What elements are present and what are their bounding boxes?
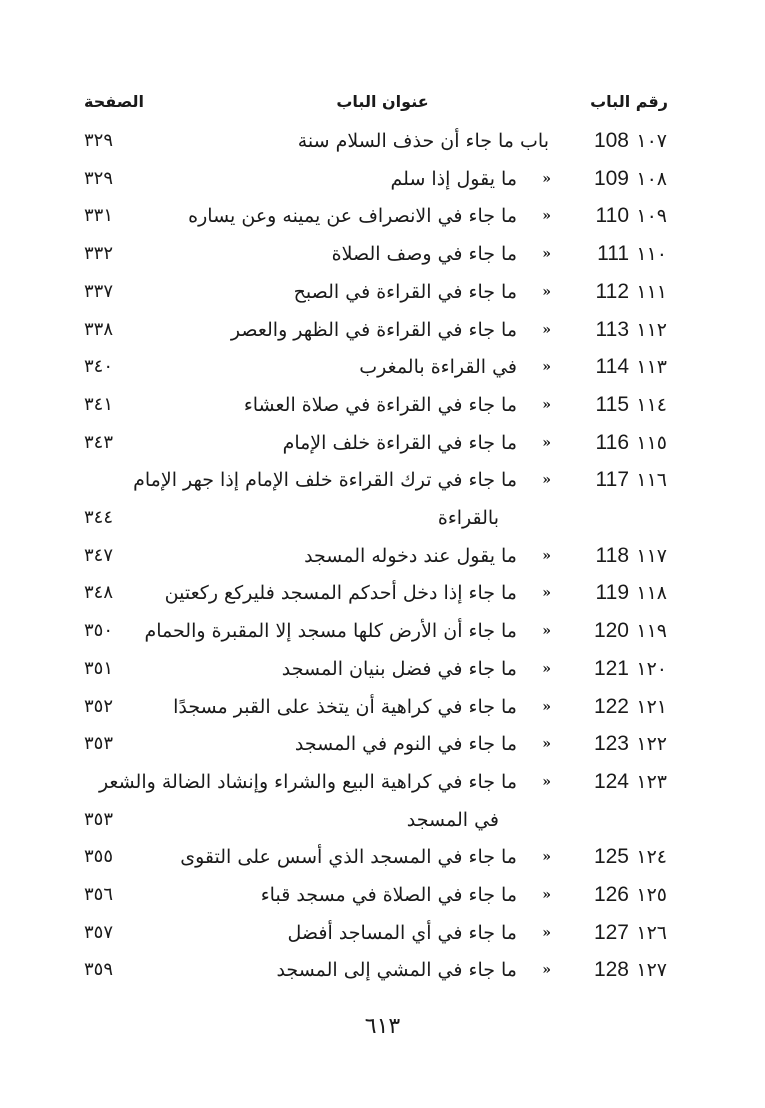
ditto-mark: » xyxy=(542,585,551,601)
chapter-number-latin: 113 xyxy=(595,318,629,341)
chapter-number-latin: 122 xyxy=(593,695,629,718)
ditto-mark: » xyxy=(542,208,551,224)
page-number: ٣٣١ xyxy=(84,205,114,226)
chapter-title: ما جاء في المسجد الذي أسس على التقوى xyxy=(180,846,517,868)
chapter-title-header: عنوان الباب xyxy=(336,92,429,111)
chapter-title: ما يقول عند دخوله المسجد xyxy=(304,545,517,567)
chapter-number-arabic: ١٠٧ xyxy=(636,130,667,152)
toc-row xyxy=(0,161,765,197)
page-number: ٣٥١ xyxy=(84,658,114,679)
toc-row xyxy=(0,538,765,574)
chapter-title: ما جاء في فضل بنيان المسجد xyxy=(281,658,517,680)
toc-row xyxy=(0,236,765,272)
chapter-number-arabic: ١١٩ xyxy=(636,620,667,642)
toc-row xyxy=(0,198,765,234)
page-number: ٣٤٤ xyxy=(84,507,114,528)
chapter-number-arabic: ١١٨ xyxy=(636,582,667,604)
chapter-number-header: رقم الباب xyxy=(590,92,668,111)
ditto-mark: » xyxy=(542,661,551,677)
chapter-number-arabic: ١٢٦ xyxy=(636,922,667,944)
chapter-number-arabic: ١١٥ xyxy=(636,432,667,454)
chapter-number-latin: 115 xyxy=(595,393,629,416)
ditto-mark: » xyxy=(542,548,551,564)
chapter-title: في القراءة بالمغرب xyxy=(359,356,517,378)
chapter-number-arabic: ١١٤ xyxy=(636,394,667,416)
chapter-number-arabic: ١١٢ xyxy=(636,319,667,341)
chapter-number-arabic: ١١١ xyxy=(636,281,667,303)
chapter-title: ما جاء في أي المساجد أفضل xyxy=(287,922,517,944)
chapter-title: ما جاء في القراءة في الصبح xyxy=(293,281,517,303)
toc-row xyxy=(0,387,765,423)
ditto-mark: » xyxy=(542,284,551,300)
toc-row xyxy=(0,877,765,913)
toc-row xyxy=(0,915,765,951)
ditto-mark: » xyxy=(542,171,551,187)
chapter-number-arabic: ١١٣ xyxy=(636,356,667,378)
toc-row xyxy=(0,349,765,385)
page-number: ٣٤٧ xyxy=(84,545,114,566)
chapter-number-arabic: ١١٧ xyxy=(636,545,667,567)
toc-row xyxy=(0,952,765,988)
page-number-header: الصفحة xyxy=(84,92,145,111)
page-number: ٣٥٣ xyxy=(84,733,114,754)
toc-row xyxy=(0,613,765,649)
page-number: ٣٥٦ xyxy=(84,884,114,905)
chapter-title: ما جاء في القراءة في الظهر والعصر xyxy=(230,319,517,341)
chapter-title: باب ما جاء أن حذف السلام سنة xyxy=(297,130,549,152)
chapter-title: ما جاء أن الأرض كلها مسجد إلا المقبرة والحمام xyxy=(144,620,517,642)
page-number: ٣٤٠ xyxy=(84,356,114,377)
page-number: ٣٥٠ xyxy=(84,620,114,641)
chapter-number-latin: 123 xyxy=(593,732,629,755)
chapter-number-arabic: ١٢١ xyxy=(636,696,667,718)
chapter-number-latin: 114 xyxy=(595,355,629,378)
chapter-number-arabic: ١١٠ xyxy=(636,243,667,265)
ditto-mark: » xyxy=(542,887,551,903)
ditto-mark: » xyxy=(542,397,551,413)
page-footer-number: ٦١٣ xyxy=(364,1014,401,1039)
ditto-mark: » xyxy=(542,736,551,752)
page-number: ٣٥٧ xyxy=(84,922,114,943)
toc-row-continuation xyxy=(0,802,765,838)
chapter-title: ما جاء في القراءة خلف الإمام xyxy=(282,432,517,454)
chapter-number-arabic: ١٢٢ xyxy=(636,733,667,755)
chapter-number-arabic: ١٠٨ xyxy=(636,168,667,190)
chapter-title: ما جاء في ترك القراءة خلف الإمام إذا جهر الإمام xyxy=(133,469,517,491)
toc-row xyxy=(0,575,765,611)
chapter-number-arabic: ١٢٤ xyxy=(636,846,667,868)
ditto-mark: » xyxy=(542,322,551,338)
chapter-number-latin: 110 xyxy=(595,204,629,227)
toc-row xyxy=(0,462,765,498)
chapter-number-arabic: ١٠٩ xyxy=(636,205,667,227)
chapter-number-latin: 121 xyxy=(593,657,629,680)
toc-row xyxy=(0,312,765,348)
chapter-number-latin: 128 xyxy=(593,958,629,981)
chapter-title: ما جاء في القراءة في صلاة العشاء xyxy=(243,394,517,416)
toc-row xyxy=(0,425,765,461)
ditto-mark: » xyxy=(542,699,551,715)
chapter-title: ما جاء في الصلاة في مسجد قباء xyxy=(260,884,517,906)
chapter-number-latin: 112 xyxy=(595,280,629,303)
chapter-number-arabic: ١٢٥ xyxy=(636,884,667,906)
ditto-mark: » xyxy=(542,435,551,451)
ditto-mark: » xyxy=(542,774,551,790)
chapter-number-latin: 117 xyxy=(595,468,629,491)
toc-row xyxy=(0,123,765,159)
chapter-number-latin: 118 xyxy=(595,544,629,567)
chapter-number-arabic: ١٢٣ xyxy=(636,771,667,793)
page-number: ٣٢٩ xyxy=(84,130,114,151)
chapter-number-latin: 120 xyxy=(593,619,629,642)
toc-row xyxy=(0,764,765,800)
page-number: ٣٥٣ xyxy=(84,809,114,830)
chapter-number-arabic: ١٢٠ xyxy=(636,658,667,680)
ditto-mark: » xyxy=(542,359,551,375)
page-number: ٣٣٨ xyxy=(84,319,114,340)
page-number: ٣٤٨ xyxy=(84,582,114,603)
chapter-number-latin: 119 xyxy=(595,581,629,604)
chapter-number-latin: 125 xyxy=(593,845,629,868)
chapter-title-continuation: بالقراءة xyxy=(437,507,499,529)
chapter-title: ما جاء في الانصراف عن يمينه وعن يساره xyxy=(188,205,517,227)
toc-row-continuation xyxy=(0,500,765,536)
chapter-number-latin: 116 xyxy=(595,431,629,454)
page-number: ٣٣٢ xyxy=(84,243,114,264)
toc-row xyxy=(0,689,765,725)
chapter-number-arabic: ١٢٧ xyxy=(636,959,667,981)
page-number: ٣٢٩ xyxy=(84,168,114,189)
ditto-mark: » xyxy=(542,246,551,262)
toc-row xyxy=(0,839,765,875)
toc-row xyxy=(0,651,765,687)
chapter-title-continuation: في المسجد xyxy=(406,809,499,831)
ditto-mark: » xyxy=(542,623,551,639)
page-number: ٣٥٥ xyxy=(84,846,114,867)
chapter-number-latin: 127 xyxy=(593,921,629,944)
chapter-number-arabic: ١١٦ xyxy=(636,469,667,491)
chapter-title: ما يقول إذا سلم xyxy=(390,168,517,190)
chapter-number-latin: 126 xyxy=(593,883,629,906)
chapter-title: ما جاء في النوم في المسجد xyxy=(294,733,517,755)
chapter-title: ما جاء إذا دخل أحدكم المسجد فليركع ركعتين xyxy=(164,582,517,604)
page-number: ٣٤٣ xyxy=(84,432,114,453)
chapter-title: ما جاء في المشي إلى المسجد xyxy=(276,959,517,981)
toc-row xyxy=(0,274,765,310)
page-number: ٣٥٢ xyxy=(84,696,114,717)
toc-row xyxy=(0,726,765,762)
page-number: ٣٥٩ xyxy=(84,959,114,980)
ditto-mark: » xyxy=(542,849,551,865)
chapter-number-latin: 124 xyxy=(593,770,629,793)
chapter-title: ما جاء في وصف الصلاة xyxy=(331,243,517,265)
page-number: ٣٣٧ xyxy=(84,281,114,302)
chapter-number-latin: 108 xyxy=(593,129,629,152)
chapter-number-latin: 109 xyxy=(593,167,629,190)
chapter-title: ما جاء في كراهية أن يتخذ على القبر مسجدًا xyxy=(173,696,517,718)
page-number: ٣٤١ xyxy=(84,394,114,415)
ditto-mark: » xyxy=(542,472,551,488)
ditto-mark: » xyxy=(542,962,551,978)
ditto-mark: » xyxy=(542,925,551,941)
chapter-title: ما جاء في كراهية البيع والشراء وإنشاد الضالة والشعر xyxy=(98,771,517,793)
chapter-number-latin: 111 xyxy=(597,242,629,265)
